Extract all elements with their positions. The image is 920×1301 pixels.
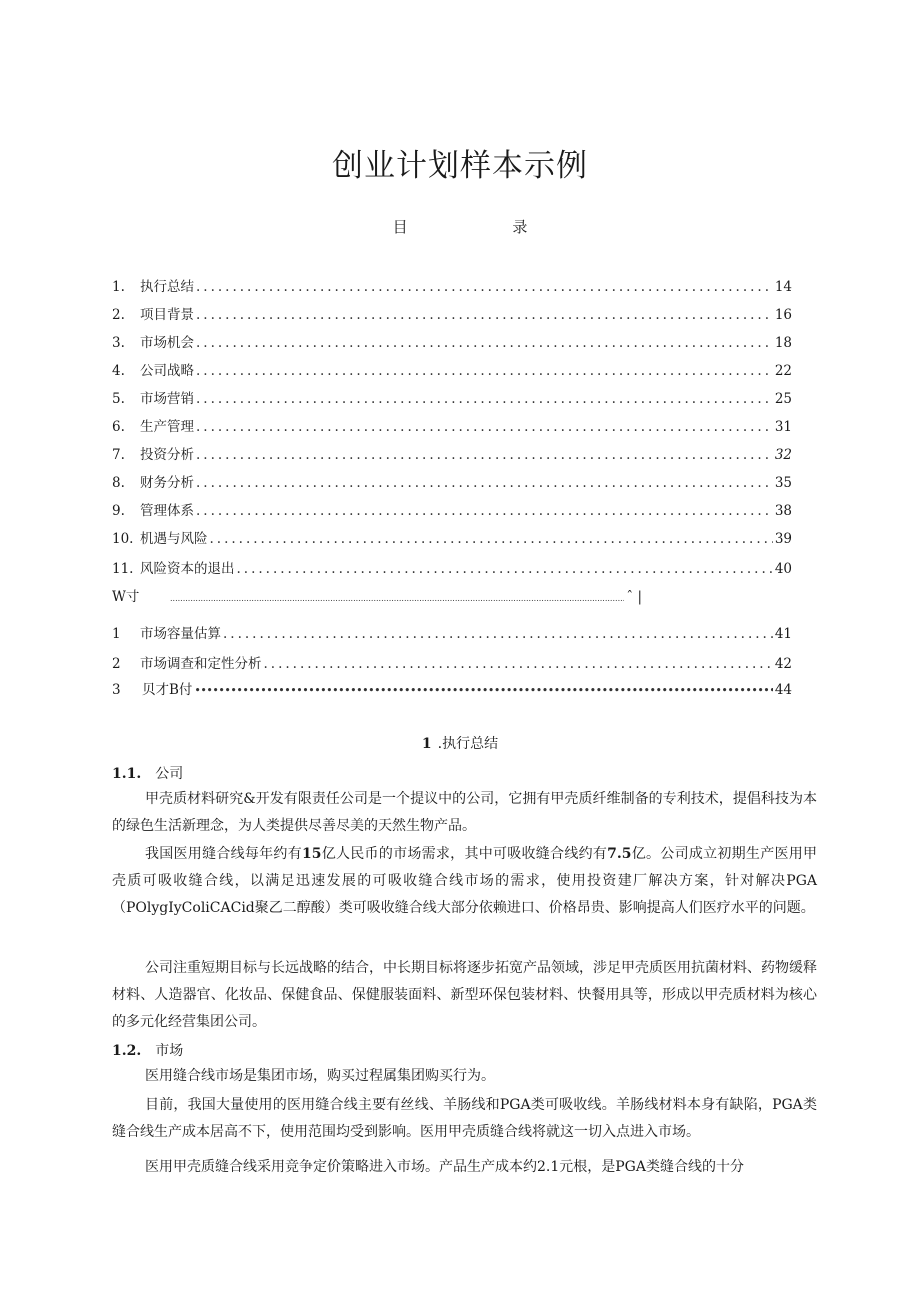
toc-entry[interactable]: [112, 499, 792, 519]
toc-entry-page: 18: [774, 335, 792, 351]
toc-entry-number: W寸: [112, 589, 140, 605]
toc-entry-page: 42: [774, 656, 792, 672]
subsection-title: 市场: [155, 1043, 184, 1059]
toc-entry-title: 机遇与风险: [140, 531, 208, 547]
toc-entry[interactable]: [112, 471, 792, 491]
paragraph: 公司注重短期目标与长远战略的结合，中长期目标将逐步拓宽产品领域，涉足甲壳质医用抗菌材料、药物缓释材料、人造器官、化妆品、保健食品、保健服装面料、新型环保包装材料、快餐用具等，形成以甲壳质材料为核心的多元化经营集团公司。: [112, 960, 817, 1030]
toc-entry-title: 投资分析: [140, 447, 194, 463]
toc-entry[interactable]: [112, 527, 792, 547]
toc-entry-number: 4.: [112, 363, 125, 379]
paragraph: 医用甲壳质缝合线采用竞争定价策略进入市场。产品生产成本约2.1元根，是PGA类缝合线的十分: [145, 1159, 744, 1175]
subsection-number: 1.2.: [112, 1043, 142, 1059]
toc-entry-number: 7.: [112, 447, 125, 463]
absorbable-demand-value: 7.5: [607, 846, 632, 862]
toc-entry[interactable]: [112, 557, 792, 577]
toc-leader-dots: [196, 391, 773, 407]
toc-leader-dots: [196, 335, 773, 351]
toc-entry-number: 3.: [112, 335, 125, 351]
toc-entry-page: 38: [774, 503, 792, 519]
toc-entry[interactable]: [112, 415, 792, 435]
toc-leader-dots: [196, 307, 773, 323]
toc-entry-title: 项目背景: [140, 307, 194, 323]
toc-entry-page: 44: [774, 682, 792, 698]
toc-entry-number: 2.: [112, 307, 125, 323]
toc-entry-title: 风险资本的退出: [140, 561, 235, 577]
toc-leader-dots: [223, 626, 773, 642]
toc-entry[interactable]: [112, 359, 792, 379]
paragraph: 我国医用缝合线每年约有15亿人民币的市场需求，其中可吸收缝合线约有7.5亿。公司成立初期生产医用甲壳质可吸收缝合线，以满足迅速发展的可吸收缝合线市场的需求，使用投资建厂解决方案，针对解决PGA（POlygIyColiCACid聚乙二醇酸）类可吸收缝合线大部分依赖进口、价格昂贵、影响提高人们医疗水平的问题。: [112, 846, 818, 916]
toc-leader-dots: [170, 589, 624, 605]
toc-leader-dots: [210, 531, 773, 547]
toc-entry-number: 2: [112, 656, 121, 672]
toc-entry-title: 市场机会: [140, 335, 194, 351]
toc-entry-title: 财务分析: [140, 475, 194, 491]
section-heading: [0, 733, 920, 753]
toc-leader-dots: [194, 682, 772, 698]
section-number: 1: [421, 736, 432, 752]
toc-entry[interactable]: [112, 585, 642, 605]
market-demand-value: 15: [301, 846, 322, 862]
toc-entry[interactable]: [112, 387, 792, 407]
toc-entry[interactable]: [112, 331, 792, 351]
toc-entry-number: 11.: [112, 561, 134, 577]
subsection-heading-market: [112, 1040, 183, 1060]
toc-entry-title: 市场调查和定性分析: [140, 656, 262, 672]
toc-leader-dots: [196, 279, 773, 295]
toc-entry[interactable]: [112, 275, 792, 295]
toc-entry-page: 39: [774, 531, 792, 547]
toc-entry-title: 执行总结: [140, 279, 194, 295]
toc-entry-number: 9.: [112, 503, 125, 519]
toc-entry-title: 市场营销: [140, 391, 194, 407]
toc-entry-page: 40: [774, 561, 792, 577]
toc-entry-number: 3: [112, 682, 121, 698]
toc-entry-title: 生产管理: [140, 419, 194, 435]
toc-entry-number: 10.: [112, 531, 134, 547]
toc-leader-dots: [196, 503, 773, 519]
toc-heading: 目 录: [392, 218, 528, 236]
toc-entry-title: 市场容量估算: [140, 626, 221, 642]
toc-entry[interactable]: [112, 303, 792, 323]
toc-leader-dots: [196, 419, 773, 435]
toc-leader-dots: [264, 656, 773, 672]
toc-entry-page: 25: [774, 391, 792, 407]
toc-entry-page: 41: [774, 626, 792, 642]
document-title: 创业计划样本示例: [332, 148, 588, 184]
toc-entry-page: 32: [774, 447, 792, 463]
toc-entry[interactable]: [112, 678, 792, 698]
toc-leader-dots: [196, 363, 773, 379]
toc-entry-page: ˆ |: [626, 589, 642, 605]
paragraph: 目前，我国大量使用的医用缝合线主要有丝线、羊肠线和PGA类可吸收线。羊肠线材料本身有缺陷，PGA类缝合线生产成本居高不下，使用范围均受到影响。医用甲壳质缝合线将就这一切入点进入市场。: [112, 1097, 817, 1140]
toc-entry-title: 管理体系: [140, 503, 194, 519]
subsection-title: 公司: [155, 766, 184, 782]
toc-leader-dots: [196, 475, 773, 491]
toc-entry[interactable]: [112, 622, 792, 642]
subsection-heading-company: [112, 763, 183, 783]
paragraph: 医用缝合线市场是集团市场，购买过程属集团购买行为。: [145, 1068, 495, 1084]
toc-entry-title: 公司战略: [140, 363, 194, 379]
section-title: .执行总结: [437, 736, 499, 752]
toc-entry-page: 14: [774, 279, 792, 295]
toc-entry-number: 5.: [112, 391, 125, 407]
paragraph: 甲壳质材料研究&开发有限责任公司是一个提议中的公司，它拥有甲壳质纤维制备的专利技术，提倡科技为本的绿色生活新理念，为人类提供尽善尽美的天然生物产品。: [112, 791, 817, 834]
toc-leader-dots: [237, 561, 773, 577]
toc-leader-dots: [196, 447, 773, 463]
toc-entry-page: 16: [774, 307, 792, 323]
toc-entry-page: 35: [774, 475, 792, 491]
toc-entry[interactable]: [112, 652, 792, 672]
toc-entry-number: 6.: [112, 419, 125, 435]
toc-entry-number: 8.: [112, 475, 125, 491]
subsection-number: 1.1.: [112, 766, 142, 782]
toc-entry-number: 1: [112, 626, 121, 642]
toc-entry-number: 1.: [112, 279, 125, 295]
toc-entry-title: 贝才B付: [142, 682, 193, 698]
toc-entry[interactable]: [112, 443, 792, 463]
toc-entry-page: 31: [774, 419, 792, 435]
toc-entry-page: 22: [774, 363, 792, 379]
